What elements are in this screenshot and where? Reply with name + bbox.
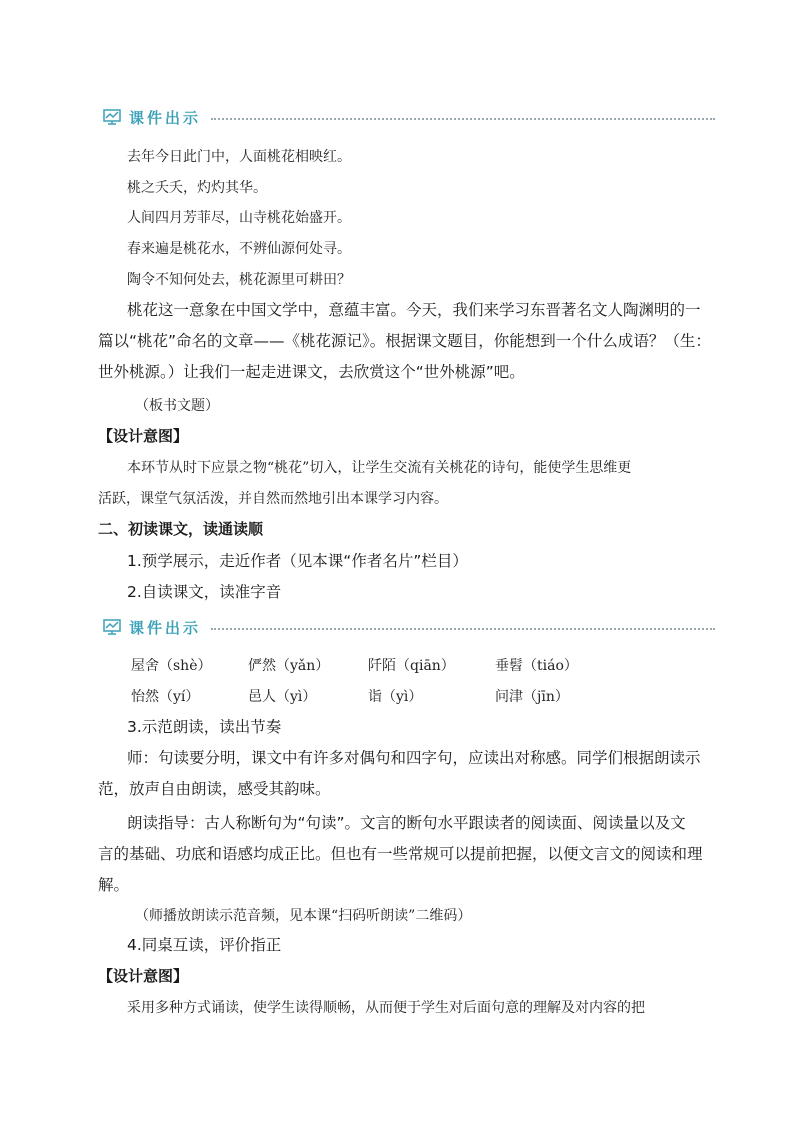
guide-line: 解。 [98,876,130,894]
pinyin-item: 怡然（yí） [131,689,200,705]
design-intent-line: 采用多种方式诵读，使学生读得顺畅，从而便于学生对后面句意的理解及对内容的把 [127,1000,645,1016]
poem-line: 桃之夭夭，灼灼其华。 [127,180,267,196]
poem-line: 陶令不知何处去，桃花源里可耕田？ [127,272,351,288]
chart-board-icon [103,619,121,635]
step-2: 2.自读课文，读准字音 [127,583,282,601]
section-title: 课件出示 [129,619,202,637]
audio-note: （师播放朗读示范音频，见本课“扫码听朗读”二维码） [135,908,472,924]
design-intent-line: 本环节从时下应景之物“桃花”切入，让学生交流有关桃花的诗句，能使学生思维更 [127,460,632,476]
guide-line: 言的基础、功底和语感均成正比。但也有一些常规可以提前把握，以便文言文的阅读和理 [98,845,703,863]
teacher-line: 师：句读要分明，课文中有许多对偶句和四字句，应读出对称感。同学们根据朗读示 [127,749,701,767]
poem-line: 春来遍是桃花水，不辨仙源何处寻。 [127,241,351,257]
pinyin-item: 问津（jīn） [495,689,569,705]
pinyin-item: 俨然（yǎn） [248,658,330,674]
section-header-courseware-1 [103,107,715,127]
pinyin-item: 邑人（yì） [248,689,317,705]
dotted-divider [211,628,715,630]
chart-board-icon [103,109,121,125]
poem-line: 去年今日此门中，人面桃花相映红。 [127,149,351,165]
pinyin-item: 垂髫（tiáo） [495,658,578,674]
pinyin-item: 阡陌（qiān） [368,658,455,674]
step-3: 3.示范朗读，读出节奏 [127,718,282,736]
intro-line: 桃花这一意象在中国文学中，意蕴丰富。今天，我们来学习东晋著名文人陶渊明的一 [127,301,701,319]
intro-line: 篇以“桃花”命名的文章——《桃花源记》。根据课文题目，你能想到一个什么成语？（生： [98,332,711,350]
step-4: 4.同桌互读，评价指正 [127,936,282,954]
design-intent-heading: 【设计意图】 [98,427,189,445]
design-intent-heading: 【设计意图】 [98,967,189,985]
part-two-heading: 二、初读课文，读通读顺 [98,520,264,538]
section-title: 课件出示 [129,109,202,127]
guide-line: 朗读指导：古人称断句为“句读”。文言的断句水平跟读者的阅读面、阅读量以及文 [127,814,686,832]
section-header-courseware-2 [103,617,715,637]
step-1: 1.预学展示，走近作者（见本课“作者名片”栏目） [127,552,468,570]
board-note: （板书文题） [135,398,219,414]
dotted-divider [211,118,715,120]
design-intent-line: 活跃，课堂气氛活泼，并自然而然地引出本课学习内容。 [98,491,448,507]
pinyin-item: 诣（yì） [368,689,423,705]
poem-line: 人间四月芳菲尽，山寺桃花始盛开。 [127,210,351,226]
teacher-line: 范，放声自由朗读，感受其韵味。 [98,780,331,798]
intro-line: 世外桃源。）让我们一起走进课文，去欣赏这个“世外桃源”吧。 [98,363,525,381]
pinyin-item: 屋舍（shè） [131,658,212,674]
